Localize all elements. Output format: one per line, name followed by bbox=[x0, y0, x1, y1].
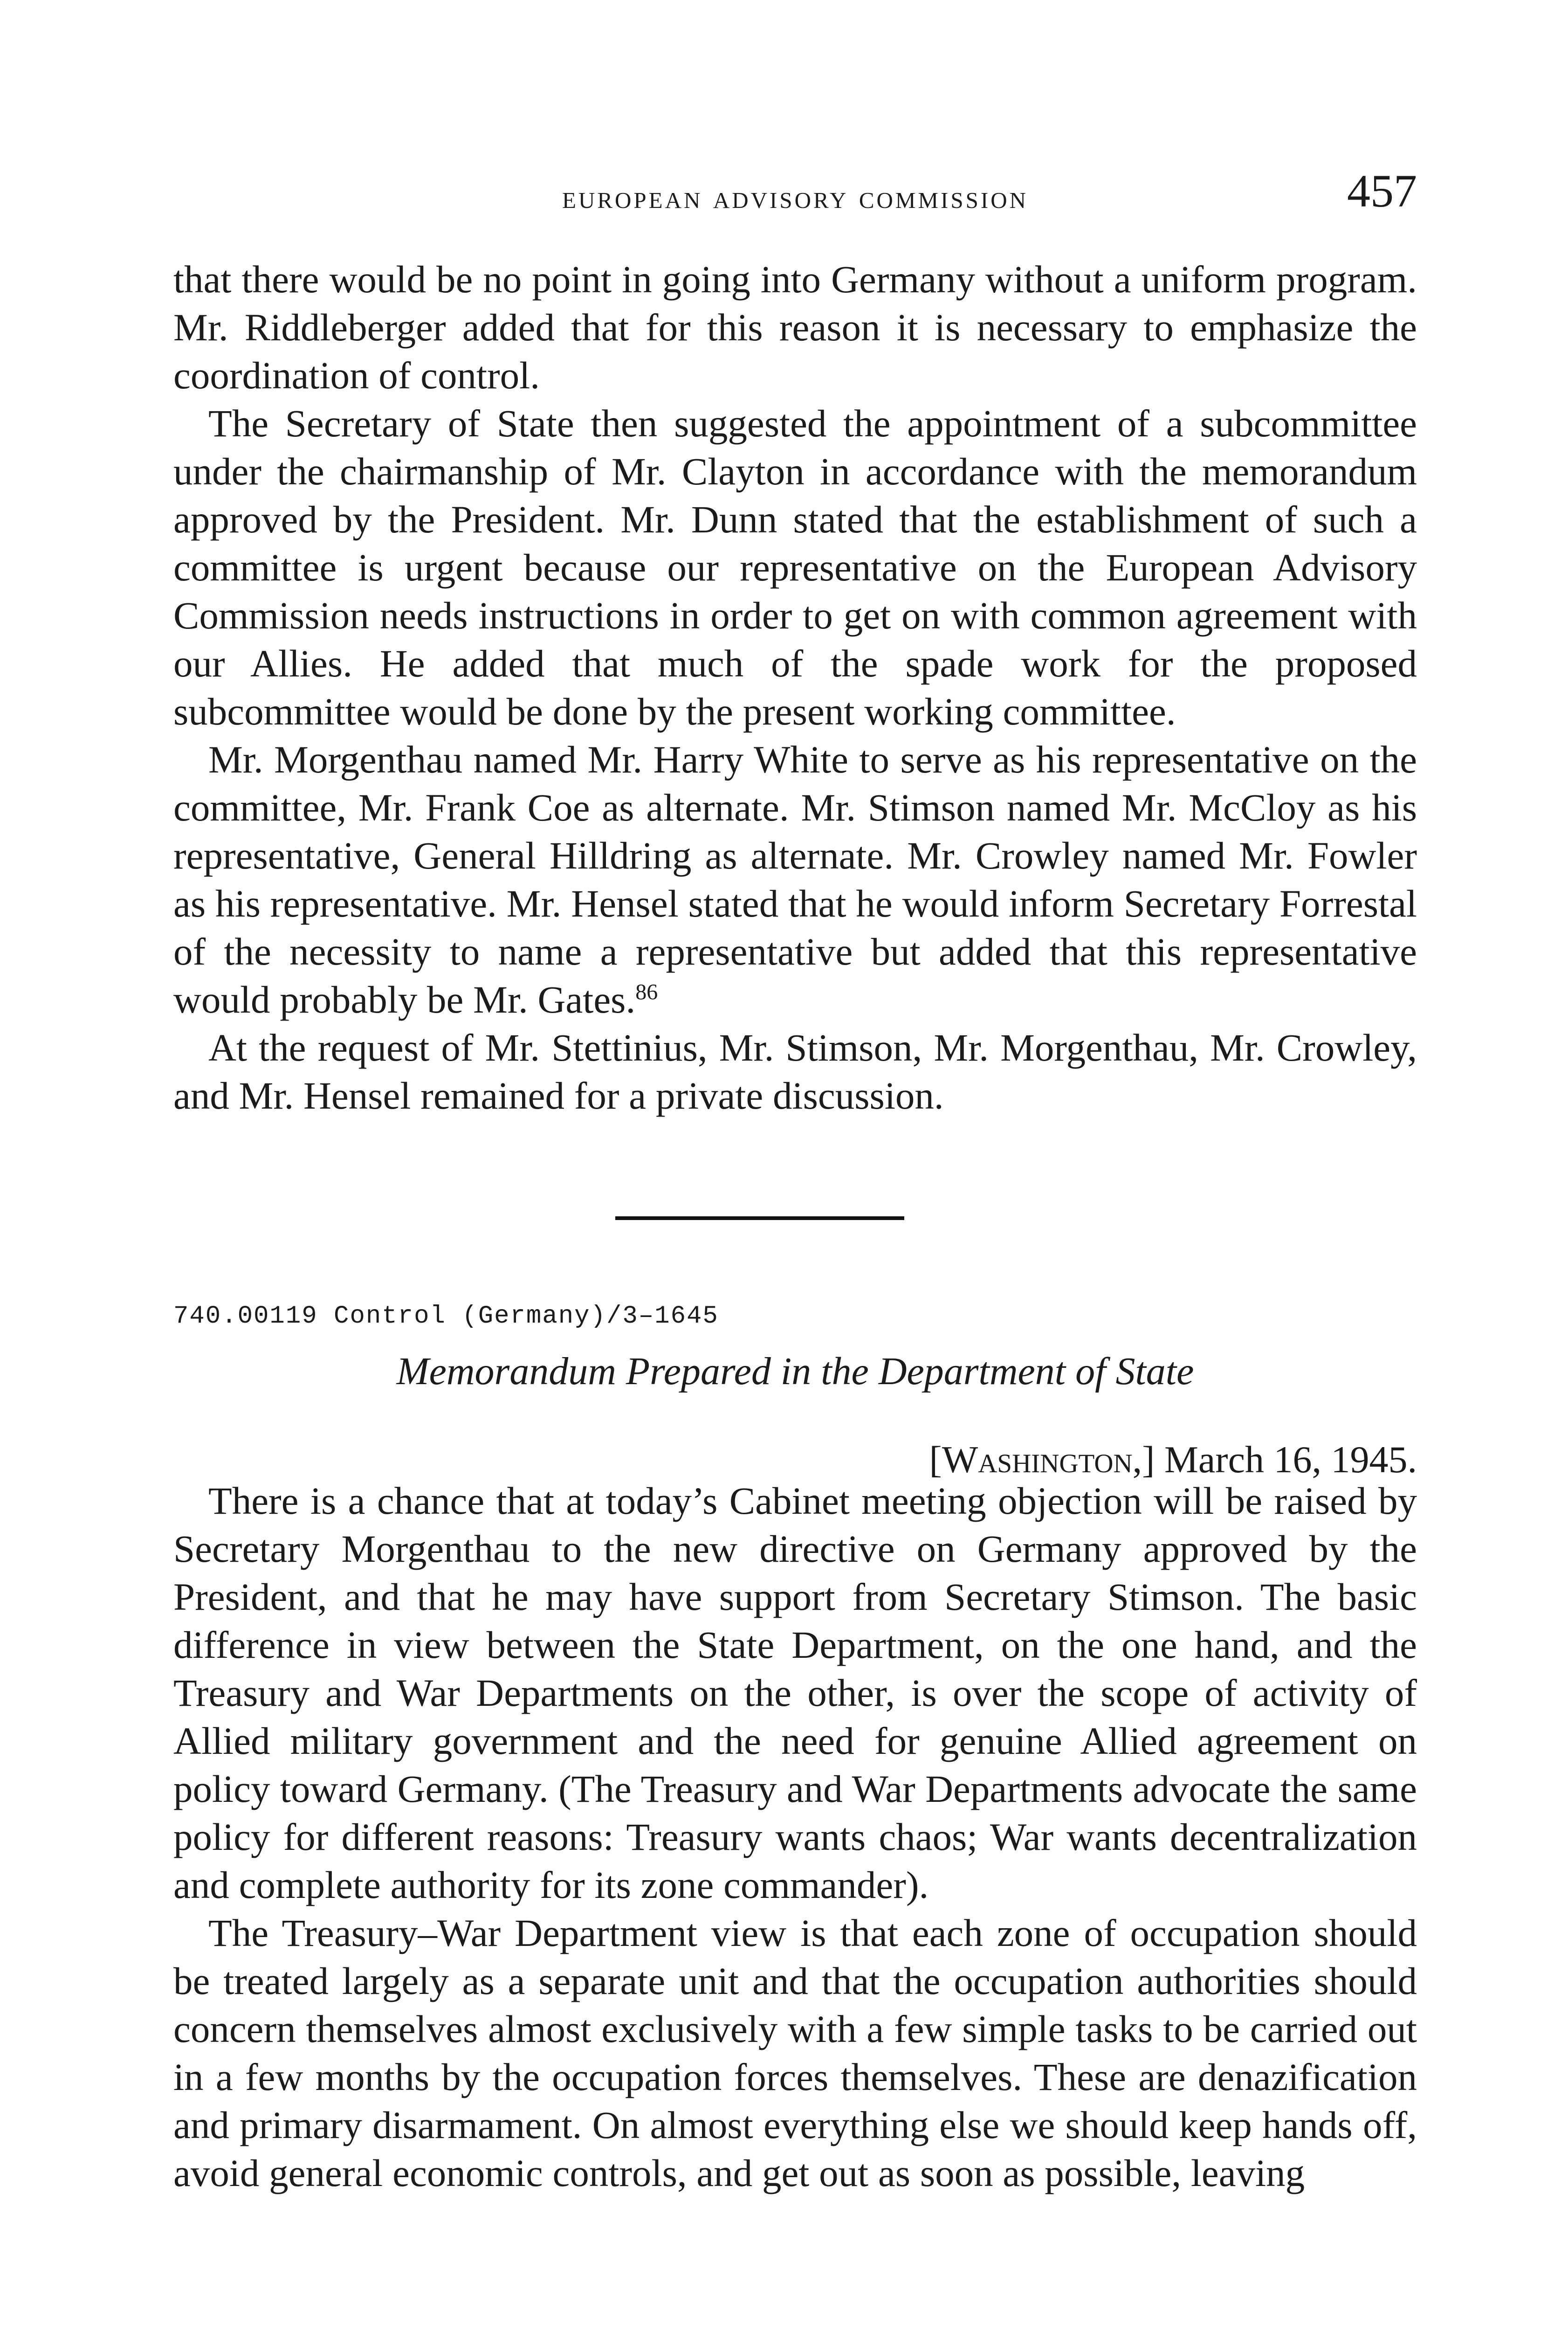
running-head bbox=[173, 165, 1417, 224]
paragraph: At the request of Mr. Stettinius, Mr. Stimson, Mr. Morgenthau, Mr. Crowley, and Mr. Hensel remained for a private discussion. bbox=[173, 1026, 1417, 1117]
dateline bbox=[929, 1438, 1417, 1481]
dateline-date: March 16, 1945. bbox=[1164, 1438, 1417, 1481]
page-number: 457 bbox=[1347, 165, 1417, 217]
running-title: european advisory commission bbox=[562, 179, 1028, 215]
paragraph: The Treasury–War Department view is that each zone of occupation should be treated largely as a separate unit and that the occupation authorities should concern themselves almost exclusively with a few simple tasks to be carried out in a few months by the occupation forces themselves. These are denazification and primary disarmament. On almost everything else we should keep hands off, avoid general economic controls, and get out as soon as possible, leaving bbox=[173, 1911, 1417, 2194]
memorandum-body bbox=[173, 1477, 1417, 2197]
document-title: Memorandum Prepared in the Department of State bbox=[396, 1350, 1194, 1393]
dateline-place: [Washington,] bbox=[929, 1438, 1155, 1481]
paragraph: that there would be no point in going into Germany without a uniform program. Mr. Riddleberger added that for this reason it is necessary to emphasize the coordination of control. bbox=[173, 258, 1417, 397]
file-number: 740.00119 Control (Germany)/3–1645 bbox=[173, 1302, 719, 1331]
paragraph bbox=[173, 736, 1417, 1024]
meeting-minutes-continuation bbox=[173, 255, 1417, 1120]
footnote-reference: 86 bbox=[635, 979, 658, 1005]
paragraph-text: Mr. Morgenthau named Mr. Harry White to serve as his representative on the committee, Mr. Frank Coe as alternate. Mr. Stimson named Mr. McCloy as his representative, General Hilldring as alternate. Mr. Crowley named Mr. Fowler as his representative. Mr. Hensel stated that he would inform Secretary Forrestal of the necessity to name a representative but added that this representative would probably be Mr. Gates. bbox=[173, 738, 1417, 1021]
paragraph: There is a chance that at today’s Cabinet meeting objection will be raised by Secretary Morgenthau to the new directive on Germany approved by the President, and that he may have support from Secretary Stimson. The basic difference in view between the State Department, on the one hand, and the Treasury and War Departments on the other, is over the scope of activity of Allied military government and the need for genuine Allied agreement on policy toward Germany. (The Treasury and War Departments advocate the same policy for different reasons: Treasury wants chaos; War wants decentralization and complete authority for its zone commander). bbox=[173, 1479, 1417, 1906]
section-divider bbox=[615, 1216, 904, 1220]
paragraph: The Secretary of State then suggested the appointment of a subcommittee under the chairmanship of Mr. Clayton in accordance with the memorandum approved by the President. Mr. Dunn stated that the establishment of such a committee is urgent because our representative on the European Advisory Commission needs instructions in order to get on with common agreement with our Allies. He added that much of the spade work for the proposed subcommittee would be done by the present working committee. bbox=[173, 402, 1417, 733]
